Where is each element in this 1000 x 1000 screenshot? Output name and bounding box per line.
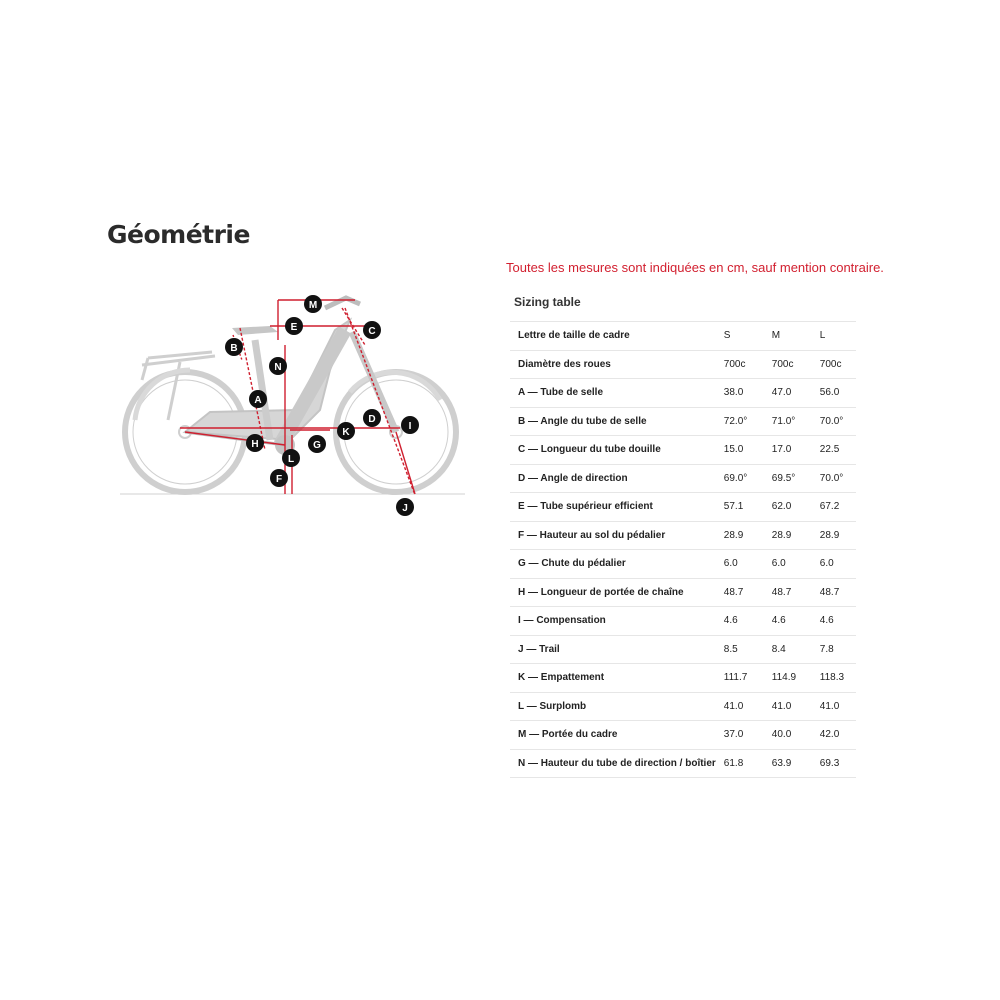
row-value: 41.0 xyxy=(812,692,856,721)
marker-H xyxy=(246,434,264,452)
row-value: 41.0 xyxy=(764,692,812,721)
row-value: 17.0 xyxy=(764,436,812,465)
row-value: 8.4 xyxy=(764,635,812,664)
table-row xyxy=(510,407,856,436)
row-value: 7.8 xyxy=(812,635,856,664)
marker-K xyxy=(337,422,355,440)
row-value: 700c xyxy=(812,350,856,379)
row-value: 700c xyxy=(764,350,812,379)
row-label: M — Portée du cadre xyxy=(510,721,716,750)
row-value: 56.0 xyxy=(812,379,856,408)
row-value: 6.0 xyxy=(812,550,856,579)
row-value: 8.5 xyxy=(716,635,764,664)
marker-L xyxy=(282,449,300,467)
row-value: 69.5° xyxy=(764,464,812,493)
marker-N xyxy=(269,357,287,375)
row-value: 37.0 xyxy=(716,721,764,750)
row-value: 61.8 xyxy=(716,749,764,778)
table-row xyxy=(510,635,856,664)
row-value: 6.0 xyxy=(764,550,812,579)
row-label: A — Tube de selle xyxy=(510,379,716,408)
table-row xyxy=(510,607,856,636)
row-value: 62.0 xyxy=(764,493,812,522)
row-value: 28.9 xyxy=(812,521,856,550)
svg-text:E: E xyxy=(290,322,298,333)
row-value: 67.2 xyxy=(812,493,856,522)
row-value: 69.0° xyxy=(716,464,764,493)
row-value: 48.7 xyxy=(716,578,764,607)
row-value: 47.0 xyxy=(764,379,812,408)
row-value: 4.6 xyxy=(716,607,764,636)
svg-text:I: I xyxy=(408,421,412,432)
marker-I xyxy=(401,416,419,434)
header-label: Lettre de taille de cadre xyxy=(510,322,716,351)
size-m-header: M xyxy=(764,322,812,351)
svg-text:B: B xyxy=(230,343,238,354)
svg-text:D: D xyxy=(368,414,376,425)
marker-A xyxy=(249,390,267,408)
table-row xyxy=(510,550,856,579)
front-fender xyxy=(350,372,440,400)
marker-B xyxy=(225,338,243,356)
table-row xyxy=(510,436,856,465)
row-value: 57.1 xyxy=(716,493,764,522)
units-note: Toutes les mesures sont indiquées en cm, sauf mention contraire. xyxy=(506,260,884,275)
row-value: 40.0 xyxy=(764,721,812,750)
row-label: J — Trail xyxy=(510,635,716,664)
row-label: K — Empattement xyxy=(510,664,716,693)
row-value: 70.0° xyxy=(812,407,856,436)
row-value: 22.5 xyxy=(812,436,856,465)
row-value: 71.0° xyxy=(764,407,812,436)
table-row xyxy=(510,664,856,693)
row-label: C — Longueur du tube douille xyxy=(510,436,716,465)
svg-text:M: M xyxy=(308,300,318,311)
row-label: B — Angle du tube de selle xyxy=(510,407,716,436)
marker-M xyxy=(304,295,322,313)
table-title: Sizing table xyxy=(514,295,581,309)
row-value: 41.0 xyxy=(716,692,764,721)
row-label: F — Hauteur au sol du pédalier xyxy=(510,521,716,550)
row-value: 70.0° xyxy=(812,464,856,493)
table-row xyxy=(510,379,856,408)
row-value: 72.0° xyxy=(716,407,764,436)
row-value: 48.7 xyxy=(764,578,812,607)
row-value: 63.9 xyxy=(764,749,812,778)
row-value: 48.7 xyxy=(812,578,856,607)
saddle xyxy=(232,326,278,335)
svg-text:J: J xyxy=(402,503,408,514)
row-label: G — Chute du pédalier xyxy=(510,550,716,579)
row-value: 38.0 xyxy=(716,379,764,408)
table-row xyxy=(510,493,856,522)
svg-text:K: K xyxy=(342,427,350,438)
svg-text:H: H xyxy=(251,439,259,450)
row-value: 700c xyxy=(716,350,764,379)
row-label: H — Longueur de portée de chaîne xyxy=(510,578,716,607)
marker-C xyxy=(363,321,381,339)
row-label: I — Compensation xyxy=(510,607,716,636)
row-value: 6.0 xyxy=(716,550,764,579)
table-row xyxy=(510,749,856,778)
svg-text:C: C xyxy=(368,326,376,337)
geometry-diagram xyxy=(120,280,470,520)
row-label: E — Tube supérieur efficient xyxy=(510,493,716,522)
row-value: 28.9 xyxy=(764,521,812,550)
row-value: 28.9 xyxy=(716,521,764,550)
marker-J xyxy=(396,498,414,516)
row-value: 69.3 xyxy=(812,749,856,778)
row-label: N — Hauteur du tube de direction / boîtier xyxy=(510,749,716,778)
row-label: Diamètre des roues xyxy=(510,350,716,379)
table-header-row xyxy=(510,322,856,351)
marker-G xyxy=(308,435,326,453)
svg-text:A: A xyxy=(254,395,262,406)
table-row xyxy=(510,578,856,607)
row-value: 42.0 xyxy=(812,721,856,750)
table-row xyxy=(510,721,856,750)
row-value: 111.7 xyxy=(716,664,764,693)
row-label: D — Angle de direction xyxy=(510,464,716,493)
row-label: L — Surplomb xyxy=(510,692,716,721)
svg-text:G: G xyxy=(313,440,321,451)
marker-D xyxy=(363,409,381,427)
svg-text:N: N xyxy=(274,362,282,373)
size-s-header: S xyxy=(716,322,764,351)
table-row xyxy=(510,350,856,379)
marker-E xyxy=(285,317,303,335)
size-l-header: L xyxy=(812,322,856,351)
table-row xyxy=(510,692,856,721)
table-row xyxy=(510,464,856,493)
svg-text:F: F xyxy=(275,474,283,485)
row-value: 15.0 xyxy=(716,436,764,465)
table-row xyxy=(510,521,856,550)
sizing-table xyxy=(510,321,856,778)
row-value: 4.6 xyxy=(764,607,812,636)
row-value: 118.3 xyxy=(812,664,856,693)
row-value: 4.6 xyxy=(812,607,856,636)
marker-F xyxy=(270,469,288,487)
svg-text:L: L xyxy=(287,454,295,465)
row-value: 114.9 xyxy=(764,664,812,693)
page-title: Géométrie xyxy=(107,220,250,249)
